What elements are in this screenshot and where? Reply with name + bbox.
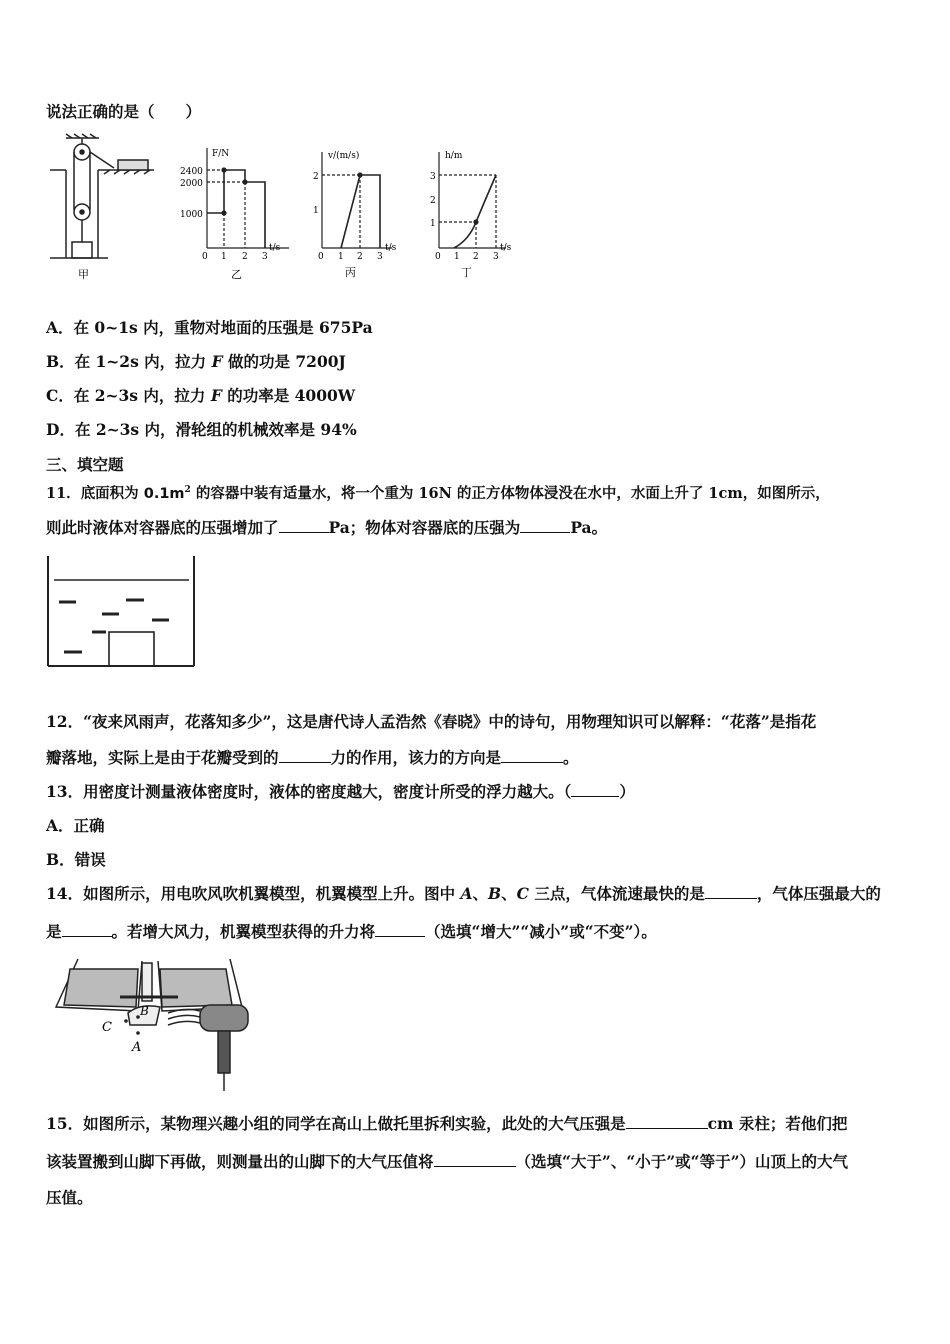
figure-ding-xtick: 1 — [454, 252, 460, 262]
q15-line2: 该装置搬到山脚下再做，则测量出的山脚下的大气压值将 （选填“大于”、“小于”或“等于”）山顶上的大气 — [46, 1152, 849, 1171]
q11-line2: 则此时液体对容器底的压强增加了 Pa；物体对容器底的压强为 Pa。 — [46, 518, 608, 537]
figure-ding-ytick: 2 — [430, 196, 436, 206]
figure-ding-caption: 丁 — [461, 266, 472, 279]
q13-blank[interactable] — [571, 782, 619, 797]
q11-blank-1[interactable] — [279, 518, 329, 533]
figure-ding-ytick: 1 — [430, 219, 436, 229]
figure-yi-caption: 乙 — [231, 268, 242, 281]
section-heading: 三、填空题 — [46, 455, 124, 474]
q14-line2: 是 。若增大风力，机翼模型获得的升力将 （选填“增大”“减小”或“不变”）。 — [46, 922, 657, 941]
q11-container-figure — [44, 552, 204, 672]
q14-blank-2[interactable] — [62, 922, 112, 937]
figure-ding-xtick: 2 — [473, 252, 479, 262]
q15-blank-1[interactable] — [626, 1114, 708, 1129]
figure-bing-xtick: 3 — [377, 252, 383, 262]
q10-stem: 说法正确的是（ ） — [46, 102, 202, 121]
q14-figure-label-c: C — [102, 1020, 112, 1035]
q14-figure-label-b: B — [140, 1004, 149, 1018]
figure-bing-ytick: 2 — [313, 172, 319, 182]
figure-yi-ytick: 2400 — [180, 167, 203, 177]
figure-yi-y-label: F/N — [212, 149, 230, 159]
q14-blank-1[interactable] — [705, 884, 757, 899]
q12-line1: 12．“夜来风雨声，花落知多少”，这是唐代诗人孟浩然《春晓》中的诗句，用物理知识可以解释：“花落”是指花 — [46, 712, 817, 731]
q14-wing-figure — [50, 955, 270, 1095]
q10-option-c: C．在 2~3s 内，拉力 F 的功率是 4000W — [46, 386, 356, 405]
figure-bing-y-label: v/(m/s) — [328, 151, 360, 161]
figure-ding-y-label: h/m — [445, 151, 463, 161]
figure-yi-xtick: 0 — [202, 252, 208, 262]
q10-figure-group — [44, 130, 524, 285]
q14-blank-3[interactable] — [375, 922, 425, 937]
figure-bing-caption: 丙 — [345, 266, 356, 279]
q12-blank-2[interactable] — [501, 748, 563, 763]
figure-ding-ytick: 3 — [430, 172, 436, 182]
figure-bing-xtick: 1 — [338, 252, 344, 262]
figure-ding-graph — [439, 152, 506, 248]
q14-line1: 14．如图所示，用电吹风吹机翼模型，机翼模型上升。图中 A、B、C 三点，气体流速最快的是 ，气体压强最大的 — [46, 884, 881, 903]
figure-bing-ytick: 1 — [313, 206, 319, 216]
q10-option-d: D．在 2~3s 内，滑轮组的机械效率是 94% — [46, 420, 357, 439]
q13-option-a: A．正确 — [46, 816, 105, 835]
q11-line1: 11．底面积为 $0.1m^2$ 的容器中装有适量水，将一个重为 16N 的正方体物体浸没在水中，水面上升了 1cm，如图所示， — [46, 484, 830, 502]
q10-option-a: A．在 0~1s 内，重物对地面的压强是 675Pa — [46, 318, 373, 337]
q15-line1: 15．如图所示，某物理兴趣小组的同学在高山上做托里拆利实验，此处的大气压强是 cm 汞柱；若他们把 — [46, 1114, 848, 1133]
figure-bing-x-label: t/s — [385, 243, 397, 253]
q13-stem: 13．用密度计测量液体密度时，液体的密度越大，密度计所受的浮力越大。（ ） — [46, 782, 635, 801]
figure-yi-xtick: 3 — [262, 252, 268, 262]
figure-ding-xtick: 3 — [493, 252, 499, 262]
figure-yi-xtick: 1 — [221, 252, 227, 262]
figure-yi-ytick: 2000 — [180, 179, 203, 189]
q12-line2: 瓣落地，实际上是由于花瓣受到的 力的作用，该力的方向是 。 — [46, 748, 579, 767]
figure-ding-x-label: t/s — [500, 243, 512, 253]
figure-bing-graph — [322, 152, 392, 248]
figure-bing-xtick: 2 — [357, 252, 363, 262]
q14-figure-label-a: A — [132, 1040, 142, 1055]
figure-yi-x-label: t/s — [269, 243, 281, 253]
figure-yi-ytick: 1000 — [180, 210, 203, 220]
figure-jia-caption: 甲 — [78, 268, 89, 281]
figure-yi-graph — [207, 148, 289, 248]
q12-blank-1[interactable] — [279, 748, 331, 763]
figure-ding-xtick: 0 — [435, 252, 441, 262]
figure-jia-pulley — [50, 134, 154, 258]
figure-yi-xtick: 2 — [242, 252, 248, 262]
q15-blank-2[interactable] — [434, 1152, 516, 1167]
q15-line3: 压值。 — [46, 1188, 93, 1207]
figure-bing-xtick: 0 — [318, 252, 324, 262]
q10-option-b: B．在 1~2s 内，拉力 F 做的功是 7200J — [46, 352, 346, 371]
q13-option-b: B．错误 — [46, 850, 106, 869]
q11-blank-2[interactable] — [520, 518, 570, 533]
